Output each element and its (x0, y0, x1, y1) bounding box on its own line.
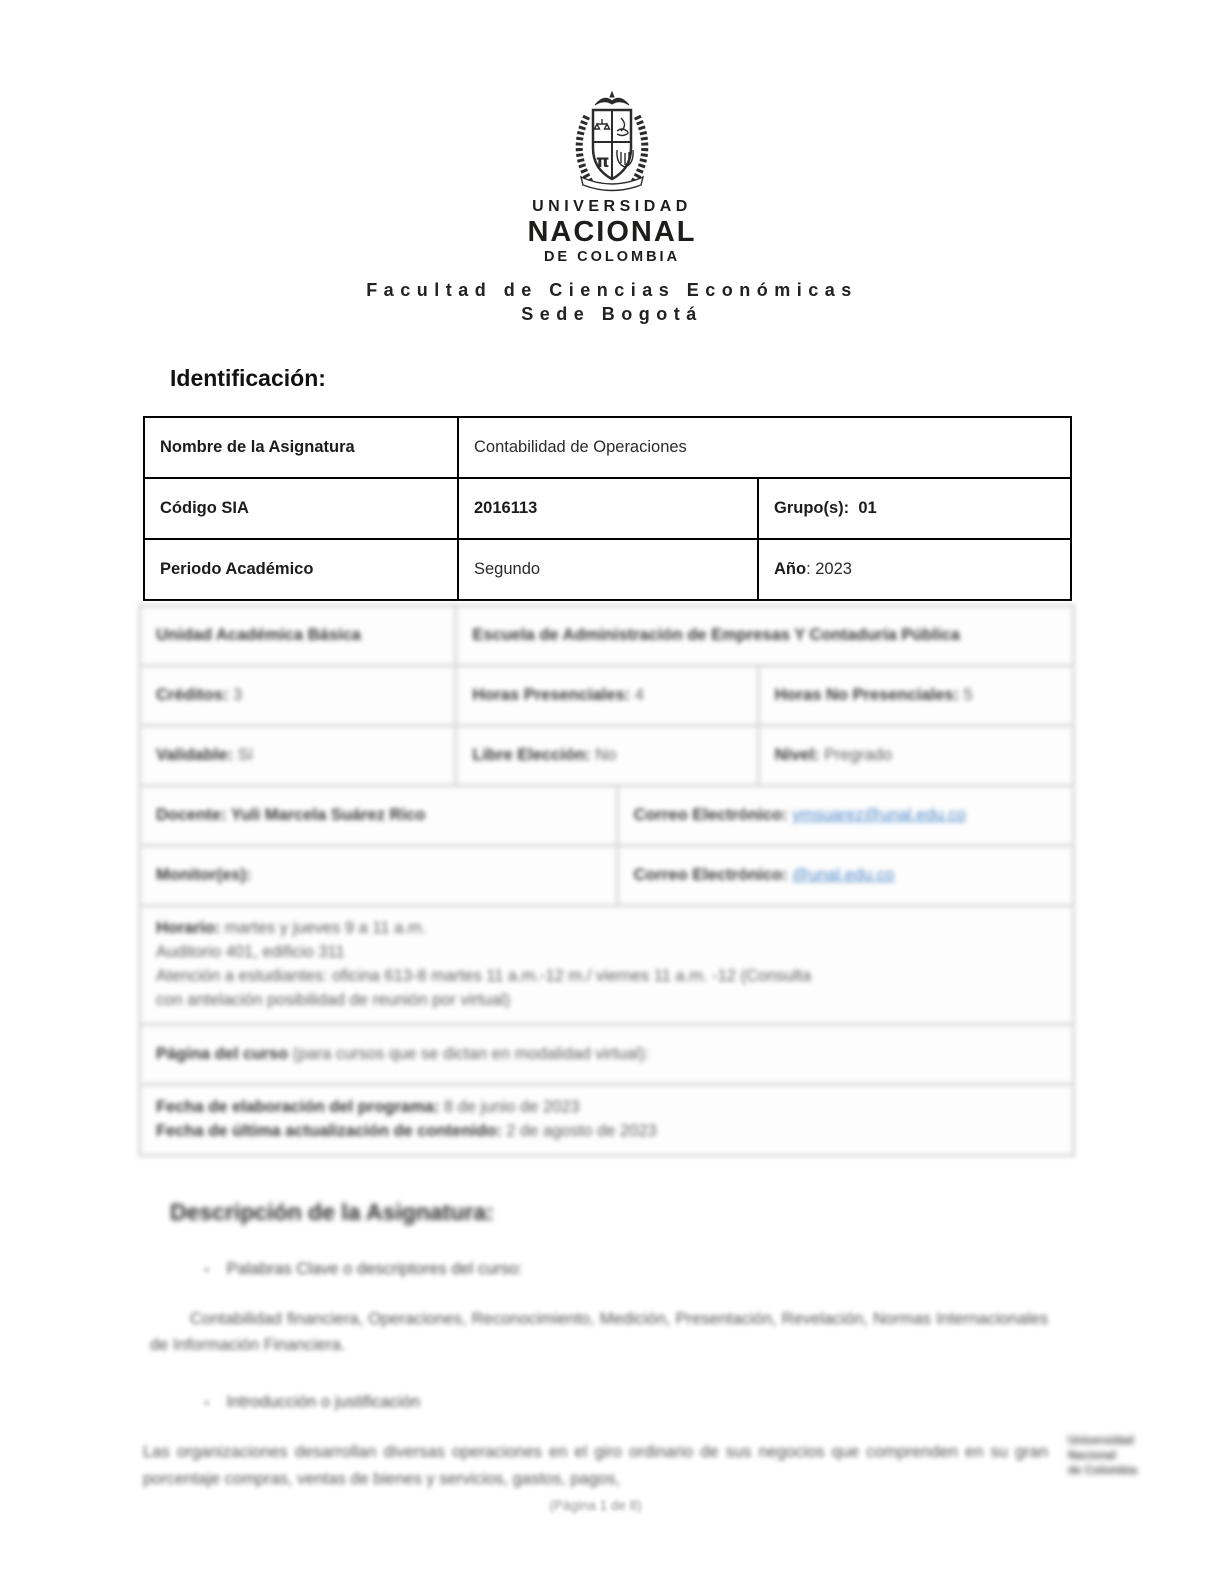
identification-title: Identificación: (170, 365, 326, 391)
monitors-email-label: Correo Electrónico: (633, 866, 788, 884)
unal-crest-icon (566, 90, 658, 192)
period-value-cell (458, 539, 758, 600)
schedule-line1 (156, 917, 1057, 941)
course-page-rest: (para cursos que se dictan en modalidad virtual): (288, 1044, 650, 1063)
free-elective-cell (456, 726, 758, 786)
corner-watermark-line3: de Colombia (1068, 1464, 1138, 1477)
group-cell (758, 478, 1071, 539)
introduction-bullet-label: Introducción o justificación (226, 1392, 421, 1411)
teacher-email-link[interactable]: ymsuarez@unal.edu.co (792, 806, 966, 824)
period-value: Segundo (474, 560, 541, 578)
bullet-icon: ▪ (205, 1264, 209, 1276)
unit-label: Unidad Académica Básica (156, 626, 361, 644)
teacher-email-cell (617, 786, 1073, 846)
year-label: Año (774, 560, 807, 578)
update-date-label: Fecha de última actualización de contenido: (156, 1121, 502, 1140)
period-label: Periodo Académico (160, 560, 314, 578)
faculty-name: Facultad de Ciencias Económicas (366, 280, 858, 300)
introduction-paragraph: Las organizaciones desarrollan diversas operaciones en el giro ordinario de sus negocios que comprenden en su gran porcentaje compras, ventas de bienes y servicios, gastos, pagos, (143, 1442, 1048, 1488)
unit-value-cell (456, 606, 1074, 666)
keywords-paragraph: Contabilidad financiera, Operaciones, Reconocimiento, Medición, Presentación, Revelación, Normas Internacionales de Información Financiera. (150, 1309, 1048, 1355)
level-label: Nivel: (774, 746, 820, 764)
contact-hours-label: Horas Presenciales: (472, 686, 631, 704)
course-page-label: Página del curso (156, 1044, 289, 1063)
dates-cell (140, 1084, 1074, 1155)
sia-code-label-cell (144, 478, 458, 539)
level-value: Pregrado (824, 746, 893, 764)
corner-watermark-line1: Universidad (1068, 1435, 1134, 1447)
contact-hours-value: 4 (634, 686, 644, 704)
description-title: Descripción de la Asignatura: (170, 1198, 494, 1225)
table-row (140, 906, 1074, 1025)
schedule-cell (140, 906, 1074, 1025)
university-name-line3: DE COLOMBIA (543, 249, 681, 265)
credits-cell (140, 666, 456, 726)
description-bullet-introduction (205, 1393, 1224, 1415)
schedule-line3: Atención a estudiantes: oficina 613-8 martes 11 a.m.-12 m./ viernes 11 a.m. -12 (Consulta (156, 966, 812, 985)
table-row (140, 726, 1074, 786)
teacher-cell (140, 786, 618, 846)
free-elective-value: No (595, 746, 617, 764)
period-label-cell (144, 539, 458, 600)
schedule-line2: Auditorio 401, edificio 311 (156, 942, 345, 961)
course-name-label-cell (144, 417, 458, 478)
year-value: : 2023 (806, 560, 852, 578)
update-date-line (156, 1120, 1057, 1144)
university-name-line2: NACIONAL (527, 216, 697, 248)
validable-label: Validable: (156, 746, 234, 764)
table-row (140, 1024, 1074, 1084)
noncontact-hours-cell (758, 666, 1073, 726)
program-date-label: Fecha de elaboración del programa: (156, 1097, 440, 1116)
bullet-icon: ▪ (205, 1397, 209, 1409)
update-date-value: 2 de agosto de 2023 (501, 1121, 657, 1140)
credits-value: 3 (233, 686, 243, 704)
schedule-label: Horario: (156, 919, 221, 937)
noncontact-hours-value: 5 (963, 686, 973, 704)
table-row (140, 606, 1074, 666)
schedule-line4: con antelación posibilidad de reunión por virtual) (156, 990, 511, 1009)
schedule-line1-text: martes y jueves 9 a 11 a.m. (220, 919, 427, 937)
table-row (140, 1084, 1074, 1155)
year-cell (758, 539, 1071, 600)
level-cell (758, 726, 1073, 786)
monitors-cell (140, 846, 618, 906)
teacher-name: Yuli Marcela Suárez Rico (226, 806, 426, 824)
table-row (140, 666, 1074, 726)
monitors-email-link[interactable]: @unal.edu.co (792, 866, 895, 884)
redacted-table-2col (138, 784, 1075, 907)
table-row (140, 846, 1074, 906)
validable-cell (140, 726, 456, 786)
teacher-label: Docente: (156, 806, 227, 824)
noncontact-hours-label: Horas No Presenciales: (774, 686, 959, 704)
description-bullet-keywords (205, 1260, 1224, 1282)
keywords-bullet-label: Palabras Clave o descriptores del curso: (226, 1259, 523, 1278)
monitors-label: Monitor(es): (156, 866, 252, 884)
corner-watermark (1068, 1434, 1188, 1479)
sia-code-label: Código SIA (160, 499, 249, 517)
table-row (140, 786, 1074, 846)
redacted-table-1col (138, 904, 1075, 1157)
course-page-cell (140, 1024, 1074, 1084)
redacted-identification-rows (138, 604, 1075, 1157)
program-date-value: 8 de junio de 2023 (439, 1097, 580, 1116)
course-name-label: Nombre de la Asignatura (160, 438, 355, 456)
free-elective-label: Libre Elección: (472, 746, 591, 764)
validable-value: Sí (237, 746, 254, 764)
table-row (144, 478, 1071, 539)
unit-value: Escuela de Administración de Empresas Y Contaduría Pública (472, 626, 960, 644)
table-row (144, 539, 1071, 600)
redacted-table-3col (138, 604, 1075, 787)
group-label: Grupo(s): (774, 499, 850, 517)
teacher-email-label: Correo Electrónico: (633, 806, 788, 824)
corner-watermark-line2: Nacional (1068, 1449, 1116, 1462)
program-date-line (156, 1096, 1057, 1120)
monitors-email-cell (617, 846, 1073, 906)
campus-name: Sede Bogotá (521, 304, 703, 324)
group-value: 01 (858, 499, 877, 517)
document-header (0, 0, 1224, 325)
svg-text:π: π (596, 152, 610, 172)
course-name-value-cell (458, 417, 1071, 478)
course-name-value: Contabilidad de Operaciones (474, 438, 687, 456)
contact-hours-cell (456, 666, 758, 726)
sia-code-value-cell (458, 478, 758, 539)
page-indicator: (Página 1 de 8) (549, 1498, 642, 1514)
credits-label: Créditos: (156, 686, 229, 704)
unit-label-cell (140, 606, 456, 666)
table-row (144, 417, 1071, 478)
university-name-line1: UNIVERSIDAD (532, 198, 692, 215)
sia-code-value: 2016113 (474, 499, 538, 517)
identification-table (143, 416, 1072, 601)
